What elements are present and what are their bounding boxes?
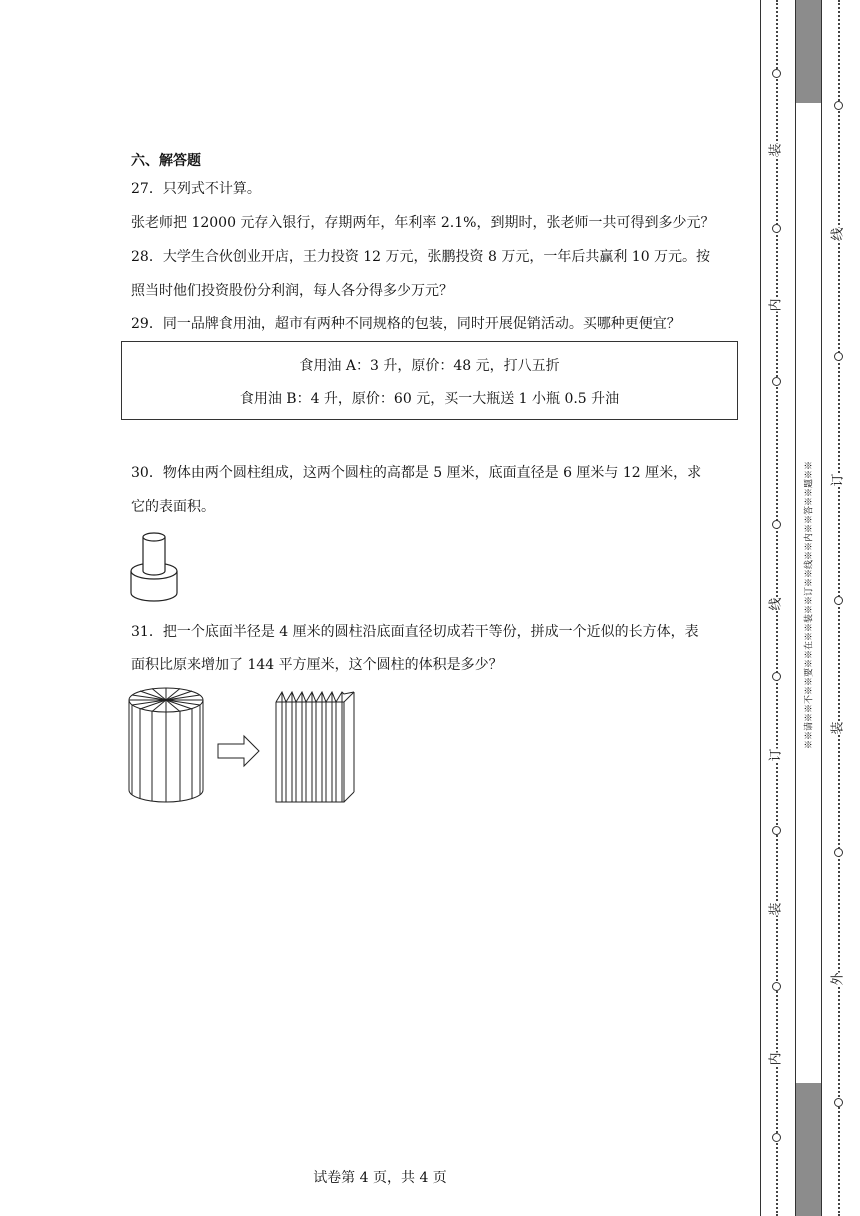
binding-hole-icon: [834, 1098, 843, 1107]
binding-notice: ※※请※※不※※要※※在※※装※※订※※线※※内※※答※※题※※: [804, 460, 815, 750]
binding-hole-icon: [772, 672, 781, 681]
margin-gray-band-top: [796, 0, 821, 103]
margin-char: 外: [830, 972, 846, 986]
margin-char: 装: [768, 143, 784, 157]
margin-char: 内: [768, 1052, 784, 1066]
stacked-cylinders-figure: [128, 527, 180, 605]
margin-outer-line: [821, 0, 822, 1216]
oil-b-info: 食用油 B：4 升，原价：60 元，买一大瓶送 1 小瓶 0.5 升油: [239, 391, 620, 407]
binding-hole-icon: [772, 377, 781, 386]
binding-hole-icon: [834, 101, 843, 110]
question-29-title: 29．同一品牌食用油，超市有两种不同规格的包装，同时开展促销活动。买哪种更便宜？: [131, 316, 681, 332]
margin-char: 线: [768, 597, 784, 611]
margin-border-line: [760, 0, 761, 1216]
margin-char: 订: [830, 473, 846, 487]
margin-inner-line: [795, 0, 796, 1216]
margin-char: 内: [768, 298, 784, 312]
binding-hole-icon: [772, 826, 781, 835]
section-title: 六、解答题: [131, 153, 201, 169]
binding-hole-icon: [772, 982, 781, 991]
margin-char: 装: [768, 902, 784, 916]
binding-hole-icon: [834, 848, 843, 857]
binding-hole-icon: [834, 596, 843, 605]
question-27-title: 27．只列式不计算。: [131, 181, 261, 197]
binding-hole-icon: [772, 1133, 781, 1142]
margin-char: 装: [830, 721, 846, 735]
question-31-line2: 面积比原来增加了 144 平方厘米，这个圆柱的体积是多少？: [131, 657, 503, 673]
page-footer: 试卷第 4 页，共 4 页: [313, 1170, 447, 1186]
cylinder-to-cuboid-figure: [126, 684, 361, 808]
oil-a-info: 食用油 A：3 升，原价：48 元，打八五折: [299, 358, 560, 374]
margin-char: 订: [768, 748, 784, 762]
binding-hole-icon: [772, 520, 781, 529]
question-27-body: 张老师把 12000 元存入银行，存期两年，年利率 2.1%，到期时，张老师一共可得到多少元？: [131, 215, 715, 231]
question-29-info-box: [121, 341, 738, 420]
binding-hole-icon: [834, 352, 843, 361]
question-31-line1: 31．把一个底面半径是 4 厘米的圆柱沿底面直径切成若干等份，拼成一个近似的长方体，表: [131, 624, 699, 640]
margin-char: 线: [830, 227, 846, 241]
margin-gray-band-bottom: [796, 1083, 821, 1216]
question-28-line2: 照当时他们投资股份分利润，每人各分得多少万元？: [131, 283, 453, 299]
question-30-line2: 它的表面积。: [131, 499, 215, 515]
binding-hole-icon: [772, 224, 781, 233]
outer-dotted-line: [838, 0, 840, 1216]
question-30-line1: 30．物体由两个圆柱组成，这两个圆柱的高都是 5 厘米，底面直径是 6 厘米与 12 厘米，求: [131, 465, 702, 481]
question-28-line1: 28．大学生合伙创业开店，王力投资 12 万元，张鹏投资 8 万元，一年后共赢利 10 万元。按: [131, 249, 711, 265]
binding-hole-icon: [772, 69, 781, 78]
